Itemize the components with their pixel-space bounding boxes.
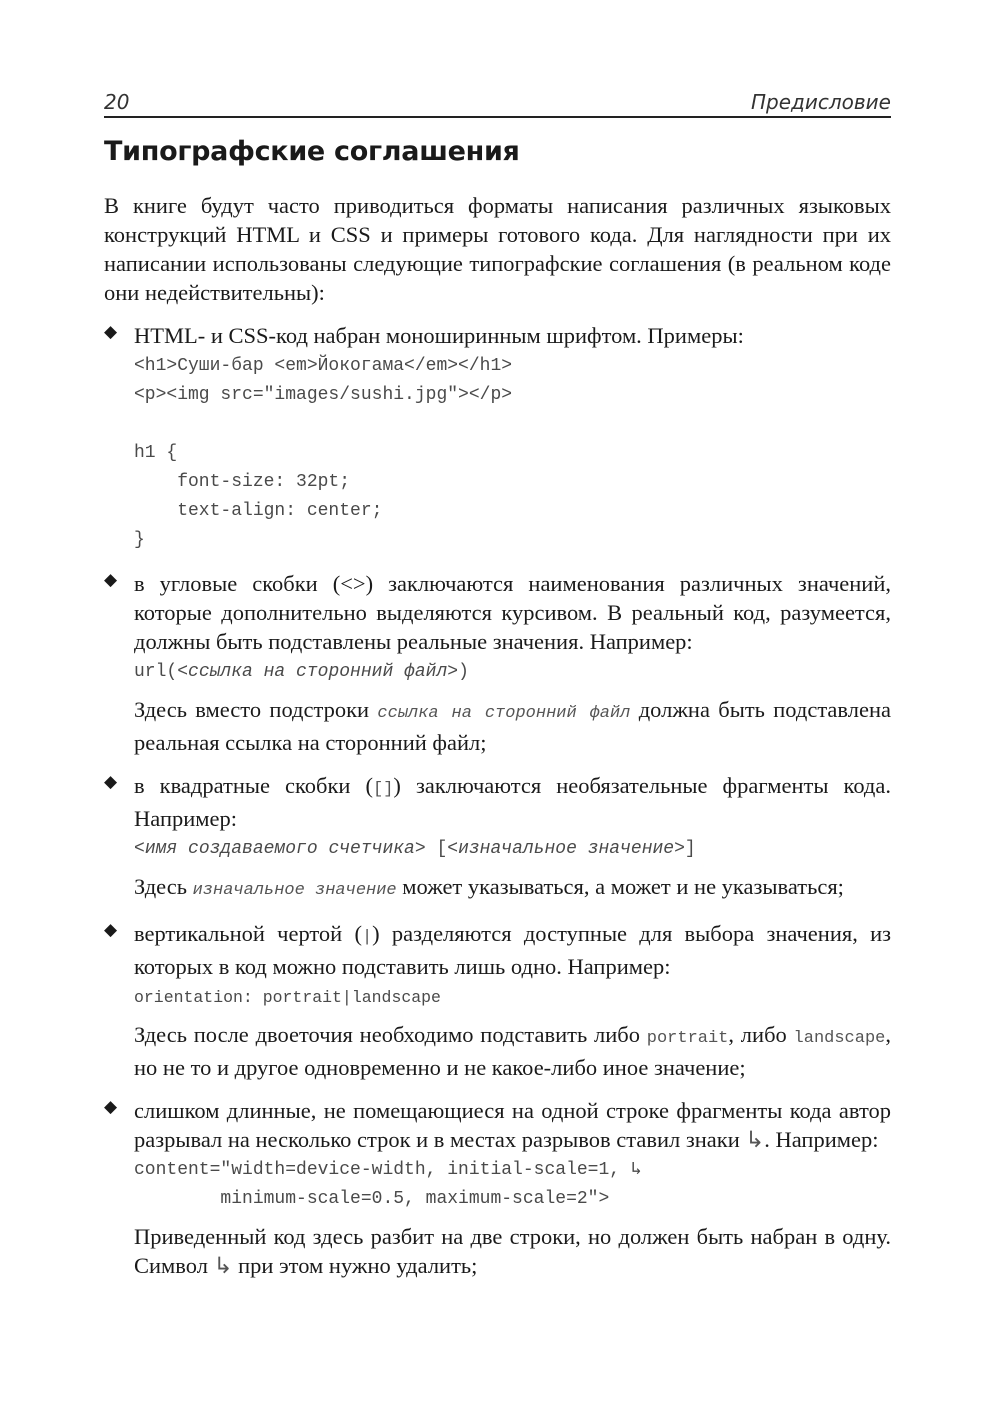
- item-note: [134, 695, 891, 757]
- code-example: <h1>Суши-бар <em>Йокогама</em></h1> <p><img src="images/sushi.jpg"></p> h1 { font-size: 32pt; text-align: center; }: [134, 356, 513, 550]
- code-placeholder: изначальное значение: [458, 839, 675, 859]
- diamond-bullet-icon: ◆: [104, 1097, 118, 1117]
- item-text: HTML- и CSS-код набран моноширинным шрифтом. Примеры:: [134, 323, 744, 348]
- item-text: в угловые скобки (<>) заключаются наименования различных значений, которые дополнительно выделяются курсивом. В реальный код, разумеется, должны быть подставлены реальные значения. Например:: [134, 571, 891, 654]
- item-text-part: ) разделяются доступные для выбора значения, из которых в код можно подставить лишь одно. Например:: [134, 921, 891, 979]
- conventions-list: [104, 321, 891, 1280]
- diamond-bullet-icon: ◆: [104, 570, 118, 590]
- list-item: [104, 919, 891, 1082]
- inline-code: |: [361, 928, 373, 947]
- item-text: [134, 1096, 891, 1154]
- running-title: Предисловие: [751, 90, 891, 114]
- list-item: [104, 771, 891, 905]
- code-fragment: >): [447, 662, 469, 682]
- code-fragment: > [<: [414, 839, 459, 859]
- item-text-part: вертикальной чертой (: [134, 921, 362, 946]
- line-break-arrow-icon: ↳: [630, 1160, 642, 1180]
- note-text: должна быть подставлена реальная ссылка на сторонний файл;: [134, 697, 891, 755]
- item-text-part: слишком длинные, не помещающиеся на одной строке фрагменты кода автор разрывал на несколько строк и в местах разрывов ставил знаки: [134, 1098, 891, 1152]
- code-fragment: url(<: [134, 662, 189, 682]
- list-item: [104, 321, 891, 555]
- note-text: Здесь: [134, 874, 193, 899]
- item-text-part: в квадратные скобки (: [134, 773, 374, 798]
- note-code: landscape: [793, 1029, 886, 1048]
- line-break-arrow-icon: ↳: [213, 1253, 233, 1278]
- code-fragment: <: [134, 839, 145, 859]
- code-placeholder: ссылка на сторонний файл: [188, 662, 448, 682]
- item-text-part: . Например:: [764, 1127, 879, 1152]
- code-fragment: >]: [674, 839, 696, 859]
- list-item: [104, 1096, 891, 1280]
- note-text: Здесь вместо подстроки: [134, 697, 378, 722]
- item-text-part: ) заключаются необязательные фрагменты кода. Например:: [134, 773, 891, 831]
- item-note: [134, 1222, 891, 1280]
- code-line: minimum-scale=0.5, maximum-scale=2">: [134, 1189, 610, 1209]
- code-example: [134, 835, 891, 864]
- code-example: orientation: portrait|landscape: [134, 988, 441, 1007]
- note-text: может указываться, а может и не указываться;: [396, 874, 844, 899]
- section-title: Типографские соглашения: [104, 136, 520, 167]
- item-note: [134, 872, 891, 905]
- code-placeholder: имя создаваемого счетчика: [144, 839, 415, 859]
- diamond-bullet-icon: ◆: [104, 772, 118, 792]
- note-code: ссылка на сторонний файл: [377, 704, 631, 723]
- list-item: [104, 569, 891, 757]
- item-note: [134, 1020, 891, 1082]
- code-line: content="width=device-width, initial-scale=1,: [134, 1160, 631, 1180]
- running-header: [104, 84, 891, 118]
- inline-code: []: [373, 780, 394, 799]
- note-text: , либо: [728, 1022, 794, 1047]
- page: [104, 84, 891, 1280]
- code-example: [134, 1156, 891, 1185]
- note-code: изначальное значение: [192, 881, 397, 900]
- diamond-bullet-icon: ◆: [104, 920, 118, 940]
- diamond-bullet-icon: ◆: [104, 322, 118, 342]
- note-text: Здесь после двоеточия необходимо подставить либо: [134, 1022, 647, 1047]
- item-text: [134, 771, 891, 833]
- page-number: 20: [104, 90, 130, 114]
- note-code: portrait: [646, 1029, 729, 1048]
- note-text: Приведенный код здесь разбит на две строки, но должен быть набран в одну. Символ: [134, 1224, 891, 1278]
- note-text: , но не то и другое одновременно и не какое-либо иное значение;: [134, 1022, 891, 1080]
- code-example: [134, 658, 891, 687]
- line-break-arrow-icon: ↳: [745, 1127, 765, 1152]
- note-text: при этом нужно удалить;: [232, 1253, 478, 1278]
- item-text: [134, 919, 891, 981]
- intro-paragraph: В книге будут часто приводиться форматы написания различных языковых конструкций HTML и CSS и примеры готового кода. Для наглядности при их написании использованы следующие типографские соглашения (в реальном коде они недействительны):: [104, 193, 891, 305]
